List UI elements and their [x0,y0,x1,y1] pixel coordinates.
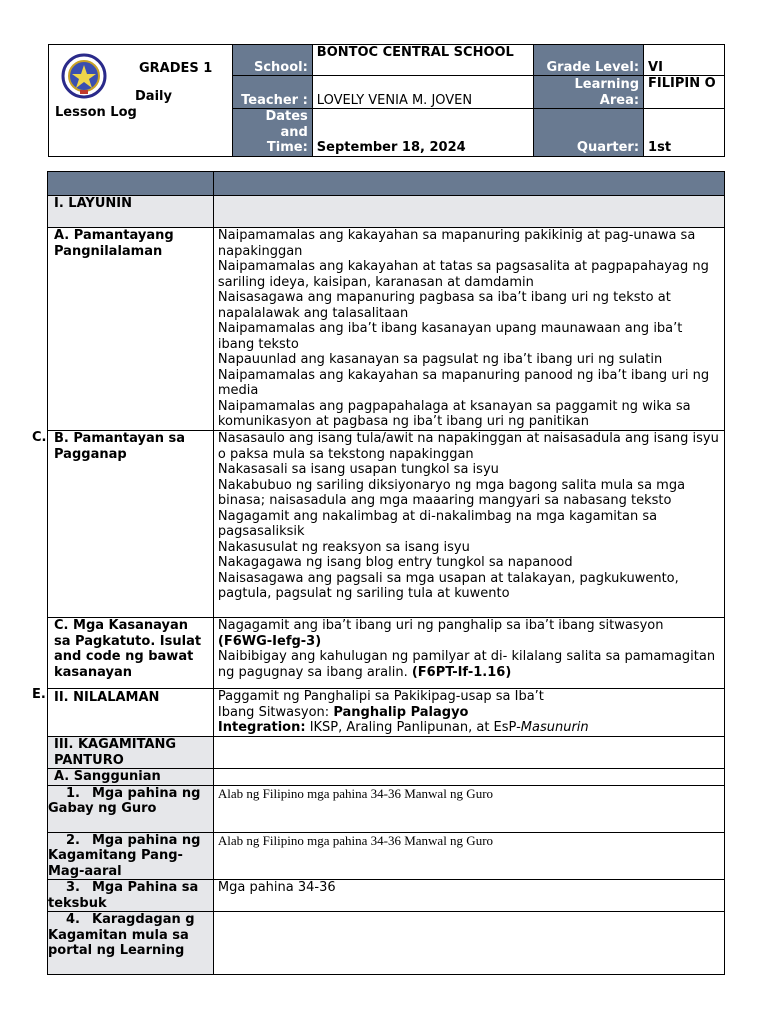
lesson-log-text: Lesson Log [55,105,137,120]
item-3-text: Mga Pahina sa teksbuk [48,880,199,911]
pamantayang-line: Naipamamalas ang kakayahan sa mapanuring panood ng iba’t ibang uri ng media [217,367,710,398]
integration-text: IKSP, Araling Panlipunan, at EsP- [305,720,521,735]
item-2-value: Alab ng Filipino mga pahina 34-36 Manwal ng Guro [213,832,724,880]
grade-level-value: VI [644,45,725,76]
header-table [48,44,725,157]
pamantayang-label: A. Pamantayang Pangnilalaman [48,228,214,431]
pagganap-line: Naisasagawa ang pagsali sa mga usapan at talakayan, pagkukuwento, pagtula, pagsulat ng sariling tula at kuwento [217,570,679,601]
nilalaman-line-1: Paggamit ng Panghalipi sa Pakikipag-usap sa Iba’t [217,689,544,704]
nilalaman-line-2: Ibang Sitwasyon: [217,704,334,720]
item-4-label [48,912,214,975]
dates-value: September 18, 2024 [312,109,533,157]
learning-area-label: Learning Area: [534,76,644,109]
item-3-label [48,880,214,912]
integration-label: Integration: [217,720,306,735]
title-cell [49,45,233,157]
sanggunian-label: A. Sanggunian [48,769,214,786]
main-header-right [213,172,724,196]
layunin-value [213,196,724,228]
kasanayan-code-1: (F6WG-Iefg-3) [217,633,322,649]
margin-letter-e: E. [32,687,46,702]
pagganap-line: Nakasusulat ng reaksyon sa isang isyu [217,539,470,555]
grades-text: GRADES 1 [139,61,213,76]
margin-letter-c: C. [32,430,47,445]
kagamitang-value [213,737,724,769]
kasanayan-text-2: Naibibigay ang kahulugan ng pamilyar at di- kilalang salita sa pamamagitan ng pagugnay sa ibang aralin. [217,649,716,680]
grade-level-label: Grade Level: [534,45,644,76]
item-3-value: Mga pahina 34-36 [213,880,724,912]
kasanayan-code-2: (F6PT-If-1.16) [411,664,512,680]
item-1-value: Alab ng Filipino mga pahina 34-36 Manwal ng Guro [213,785,724,832]
lesson-log-table [47,171,725,975]
nilalaman-value [213,689,724,737]
pagganap-label: B. Pamantayan sa Pagganap [48,431,214,618]
pagganap-line: Nagagamit ang nakalimbag at di-nakalimbag na mga kagamitan sa pagsasaliksik [217,508,658,539]
main-header-left [48,172,214,196]
pagganap-line: Nakasasali sa isang usapan tungkol sa isyu [217,462,499,477]
integration-italic: Masunurin [520,720,589,735]
layunin-label: I. LAYUNIN [48,196,214,228]
learning-area-value: FILIPIN O [644,76,725,109]
pagganap-line: Nakabubuo ng sariling diksiyonaryo ng mga bagong salita mula sa mga binasa; naisasadula ang mga maaaring mangyari sa nabasang teksto [217,477,686,508]
kasanayan-text-1: Nagagamit ang iba’t ibang uri ng panghalip sa iba’t ibang sitwasyon [217,618,664,633]
item-1-number: 1. [66,785,80,801]
daily-text: Daily [135,89,172,104]
pagganap-line: Nakagagawa ng isang blog entry tungkol sa napanood [217,555,573,570]
nilalaman-topic: Panghalip Palagyo [333,704,469,720]
pamantayang-line: Napauunlad ang kasanayan sa pagsulat ng iba’t ibang uri ng sulatin [217,352,663,367]
pamantayang-line: Naipamamalas ang kakayahan sa mapanuring pakikinig at pag-unawa sa napakinggan [217,228,696,259]
item-4-number: 4. [66,912,80,927]
item-2-number: 2. [66,832,80,848]
dates-label: Dates and Time: [232,109,312,157]
school-label: School: [232,45,312,76]
kasanayan-value [213,618,724,689]
sanggunian-value [213,769,724,786]
nilalaman-label: II. NILALAMAN [48,689,214,737]
kasanayan-label: C. Mga Kasanayan sa Pagkatuto. Isulat and code ng bawat kasanayan [48,618,214,689]
quarter-value: 1st [644,109,725,157]
pamantayang-line: Naisasagawa ang mapanuring pagbasa sa iba’t ibang uri ng teksto at napalalawak ang talasalitaan [217,290,671,321]
item-4-text: Karagdagan g Kagamitan mula sa portal ng Learning [48,912,195,958]
item-2-label [48,832,214,880]
pamantayang-value [213,228,724,431]
quarter-label: Quarter: [534,109,644,157]
pagganap-value [213,431,724,618]
school-value: BONTOC CENTRAL SCHOOL [312,45,533,76]
pagganap-line: Nasasaulo ang isang tula/awit na napakinggan at naisasadula ang isang isyu o paksa mula sa tekstong napakinggan [217,431,719,462]
item-1-label [48,785,214,832]
teacher-label: Teacher : [232,76,312,109]
pamantayang-line: Naipamamalas ang pagpapahalaga at ksanayan sa paggamit ng wika sa komunikasyon at pagbasa ng iba’t ibang uri ng panitikan [217,398,691,429]
pamantayang-line: Naipamamalas ang kakayahan at tatas sa pagsasalita at pagpapahayag ng sariling ideya, kaisipan, karanasan at damdamin [217,259,709,290]
item-4-value [213,912,724,975]
item-1-text: Mga pahina ng Gabay ng Guro [48,785,201,816]
kagamitang-label: III. KAGAMITANG PANTURO [48,737,214,769]
item-2-text: Mga pahina ng Kagamitang Pang-Mag-aaral [48,832,201,879]
item-3-number: 3. [66,880,80,895]
teacher-value: LOVELY VENIA M. JOVEN [312,76,533,109]
pamantayang-line: Naipamamalas ang iba’t ibang kasanayan upang maunawaan ang iba’t ibang teksto [217,321,683,352]
